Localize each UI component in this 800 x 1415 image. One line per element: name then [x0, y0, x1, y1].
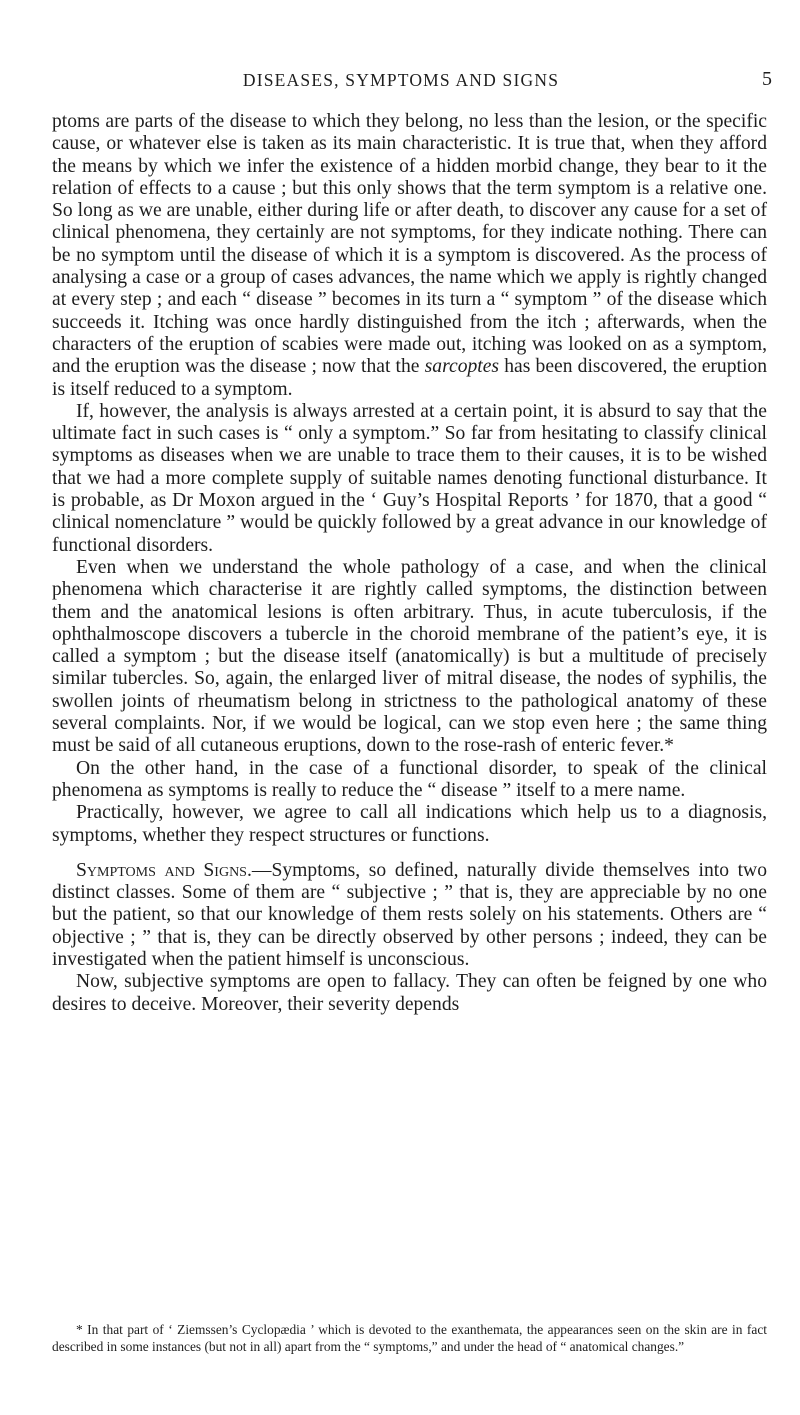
- paragraph-7: Now, subjective symptoms are open to fallacy. They can often be feigned by one who desires to deceive. Moreover, their severity depends: [52, 971, 767, 1015]
- paragraph-1: [52, 111, 767, 401]
- paragraph-6: [52, 860, 767, 971]
- footnote-text: * In that part of ‘ Ziemssen’s Cyclopædia ’ which is devoted to the exanthemata, the appearances seen on the skin are in fact described in some instances (but not in all) apart from the “ symptoms,” and under the head of “ anatomical changes.”: [52, 1322, 767, 1355]
- running-header: [30, 70, 772, 100]
- page-number: 5: [762, 68, 772, 90]
- body-text: [52, 111, 767, 1016]
- paragraph-6-text: —Symptoms, so defined, naturally divide themselves into two distinct classes. Some of them are “ subjective ; ” that is, they are appreciable by no one but the patient, so that our knowledge of them rests solely on his statements. Others are “ objective ; ” that is, they can be directly observed by other persons ; indeed, they can be investigated when the patient himself is unconscious.: [52, 859, 767, 970]
- footnote: [52, 1321, 767, 1356]
- italic-term: sarcoptes: [424, 356, 500, 378]
- paragraph-5: Practically, however, we agree to call all indications which help us to a diagnosis, symptoms, whether they respect structures or functions.: [52, 802, 767, 846]
- running-title: DISEASES, SYMPTOMS AND SIGNS: [242, 70, 560, 90]
- section-heading: Symptoms and Signs.: [76, 859, 252, 881]
- paragraph-1-text: ptoms are parts of the disease to which they belong, no less than the lesion, or the specific cause, or whatever else is taken as its main characteristic. It is true that, when they afford the means by which we infer the existence of a hidden morbid change, they bear to it the relation of effects to a cause ; but this only shows that the term symptom is a relative one. So long as we are unable, either during life or after death, to discover any cause for a set of clinical phenomena, they certainly are not symptoms, for they indicate nothing. There can be no symptom until the disease of which it is a symptom is discovered. As the process of analysing a case or a group of cases advances, the name which we apply is rightly changed at every step ; and each “ disease ” becomes in its turn a “ symptom ” of the disease which succeeds it. Itching was once hardly distinguished from the itch ; afterwards, when the characters of the eruption of scabies were made out, itching was looked on as a symptom, and the eruption was the disease ; now that the: [52, 111, 767, 378]
- paragraph-2: If, however, the analysis is always arrested at a certain point, it is absurd to say that the ultimate fact in such cases is “ only a symptom.” So far from hesitating to classify clinical symptoms as diseases when we are unable to trace them to their causes, it is to be wished that we had a more complete supply of suitable names denoting functional disturbance. It is probable, as Dr Moxon argued in the ‘ Guy’s Hospital Reports ’ for 1870, that a good “ clinical nomenclature ” would be quickly followed by a great advance in our knowledge of functional disorders.: [52, 400, 767, 556]
- paragraph-3: Even when we understand the whole pathology of a case, and when the clinical phenomena which characterise it are rightly called symptoms, the distinction between them and the anatomical lesions is often arbitrary. Thus, in acute tuberculosis, if the ophthalmoscope discovers a tubercle in the choroid membrane of the patient’s eye, it is called a symptom ; but the disease itself (anatomically) is but a multitude of precisely similar tubercles. So, again, the enlarged liver of mitral disease, the nodes of syphilis, the swollen joints of rheumatism belong in strictness to the pathological anatomy of these several complaints. Nor, if we would be logical, can we stop even here ; the same thing must be said of all cutaneous eruptions, down to the rose-rash of enteric fever.*: [52, 556, 767, 757]
- paragraph-1-continuation: has been discovered, the eruption is itself reduced to a symptom.: [52, 356, 767, 400]
- paragraph-4: On the other hand, in the case of a functional disorder, to speak of the clinical phenomena as symptoms is really to reduce the “ disease ” itself to a mere name.: [52, 757, 767, 801]
